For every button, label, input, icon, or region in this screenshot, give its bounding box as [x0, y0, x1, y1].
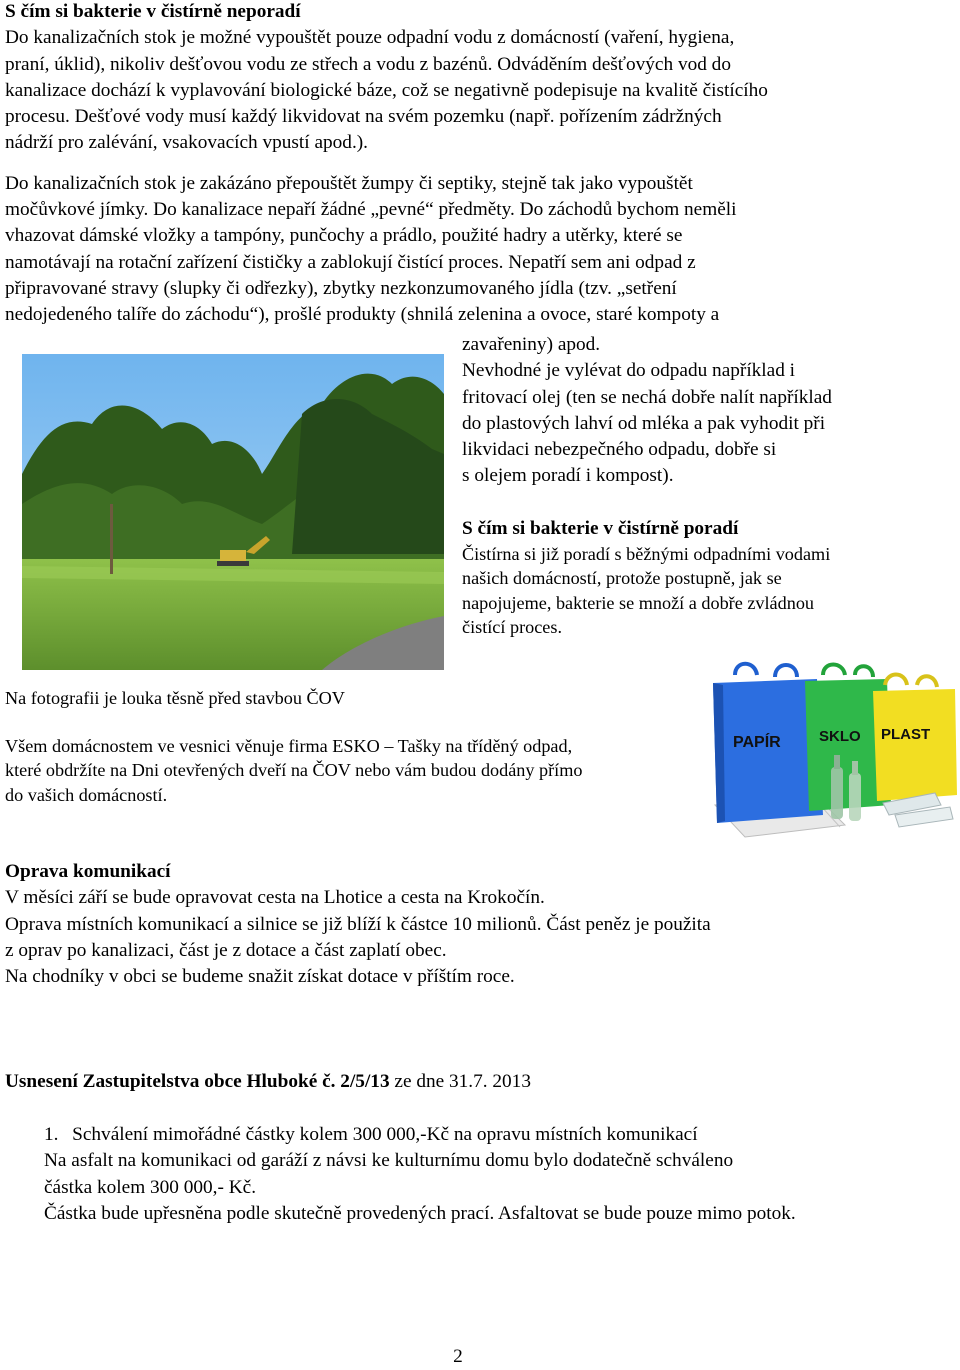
resolution-title-bold: Usnesení Zastupitelstva obce Hluboké č. 2/5/13	[5, 1071, 390, 1092]
bag-label-green: SKLO	[819, 728, 861, 745]
recycling-bags-image	[705, 655, 960, 845]
para-1-line: kanalizace dochází k vyplavování biologické báze, což se negativně podepisuje na kvalitě čistícího	[5, 79, 768, 101]
recycling-bags-graphic	[705, 655, 960, 845]
section-neporadi	[5, 0, 955, 329]
poradi-line: čistící proces.	[462, 617, 562, 638]
resolution-item-number: 1.	[44, 1124, 59, 1145]
para-1-line: praní, úklid), nikoliv dešťovou vodu ze střech a vodu z bazénů. Odváděním dešťových vod do	[5, 53, 731, 75]
para-2-line: připravované stravy (slupky či odřezky), zbytky nezkonzumovaného jídla (tzv. „setření	[5, 277, 677, 299]
section-roads	[5, 859, 955, 990]
poradi-line: našich domácností, protože postupně, jak se	[462, 568, 782, 589]
esko-line: které obdržíte na Dni otevřených dveří na ČOV nebo vám budou dodány přímo	[5, 760, 583, 781]
resolution-item-line: Na asfalt na komunikaci od garáží z návsi ke kulturnímu domu bylo dodatečně schváleno	[44, 1150, 734, 1172]
resolution-title	[5, 1069, 955, 1095]
resolution-date: ze dne 31.7. 2013	[389, 1071, 531, 1092]
para-2-cont-line: Nevhodné je vylévat do odpadu například i	[462, 360, 796, 382]
para-1-line: procesu. Dešťové vody musí každý likvidovat na svém pozemku (např. pořízením zádržných	[5, 106, 722, 128]
heading-neporadi: S čím si bakterie v čistírně neporadí	[5, 1, 301, 22]
esko-line: Všem domácnostem ve vesnici věnuje firma ESKO – Tašky na tříděný odpad,	[5, 736, 573, 756]
resolution-item-line: Částka bude upřesněna podle skutečně provedených prací. Asfaltovat se bude pouze mimo potok.	[44, 1202, 796, 1224]
roads-line: Oprava místních komunikací a silnice se již blíží k částce 10 milionů. Část peněz je použita	[5, 913, 711, 935]
meadow-photo-graphic	[22, 354, 444, 670]
para-2-line: namotávají na rotační zařízení čističky a zablokují čistící proces. Nepatří sem ani odpad z	[5, 251, 696, 273]
para-2-continued	[462, 332, 957, 490]
para-2-cont-line: zavařeniny) apod.	[462, 334, 601, 355]
photo-caption: Na fotografii je louka těsně před stavbou ČOV	[5, 688, 345, 708]
resolution-item-line: částka kolem 300 000,- Kč.	[44, 1176, 257, 1198]
resolution-item-title: Schválení mimořádné částky kolem 300 000,-Kč na opravu místních komunikací	[72, 1124, 698, 1145]
heading-poradi: S čím si bakterie v čistírně poradí	[462, 518, 739, 539]
para-2-cont-line: fritovací olej (ten se nechá dobře nalít například	[462, 386, 832, 408]
poradi-line: Čistírna si již poradí s běžnými odpadními vodami	[462, 544, 831, 564]
roads-line: Na chodníky v obci se budeme snažit získat dotace v příštím roce.	[5, 966, 515, 988]
para-1-line: Do kanalizačních stok je možné vypouštět pouze odpadní vodu z domácností (vaření, hygiena,	[5, 27, 735, 49]
para-2-line: Do kanalizačních stok je zakázáno přepouštět žumpy či septiky, stejně tak jako vypouštět	[5, 172, 693, 194]
para-2-line: nedojedeného talíře do záchodu“), prošlé produkty (shnilá zelenina a ovoce, staré kompoty a	[5, 304, 720, 326]
resolution-item-1-title-line	[44, 1122, 959, 1148]
bag-label-yellow: PLAST	[881, 726, 931, 743]
section-poradi	[462, 516, 957, 542]
esko-line: do vašich domácností.	[5, 784, 168, 805]
page-number: 2	[453, 1346, 463, 1367]
esko-text	[5, 734, 705, 807]
resolution-item-1	[44, 1122, 959, 1227]
roads-line: z oprav po kanalizaci, část je z dotace a část zaplatí obec.	[5, 939, 447, 961]
section-poradi-body	[462, 542, 957, 640]
roads-line: V měsíci září se bude opravovat cesta na Lhotice a cesta na Krokočín.	[5, 887, 545, 909]
bag-label-blue: PAPÍR	[733, 734, 781, 751]
meadow-photo	[22, 354, 444, 670]
para-1-line: nádrží pro zalévání, vsakovacích vpustí apod.).	[5, 132, 369, 154]
para-2-cont-line: do plastových lahví od mléka a pak vyhodit při	[462, 412, 826, 434]
para-2-line: močůvkové jímky. Do kanalizace nepaří žádné „pevné“ předměty. Do záchodů bychom neměli	[5, 199, 737, 221]
poradi-line: napojujeme, bakterie se množí a dobře zvládnou	[462, 592, 815, 613]
para-2-cont-line: s olejem poradí i kompost).	[462, 465, 674, 487]
para-2-cont-line: likvidaci nebezpečného odpadu, dobře si	[462, 439, 777, 461]
heading-roads: Oprava komunikací	[5, 861, 171, 882]
para-2-line: vhazovat dámské vložky a tampóny, punčochy a prádlo, použité hadry a utěrky, které se	[5, 225, 683, 247]
